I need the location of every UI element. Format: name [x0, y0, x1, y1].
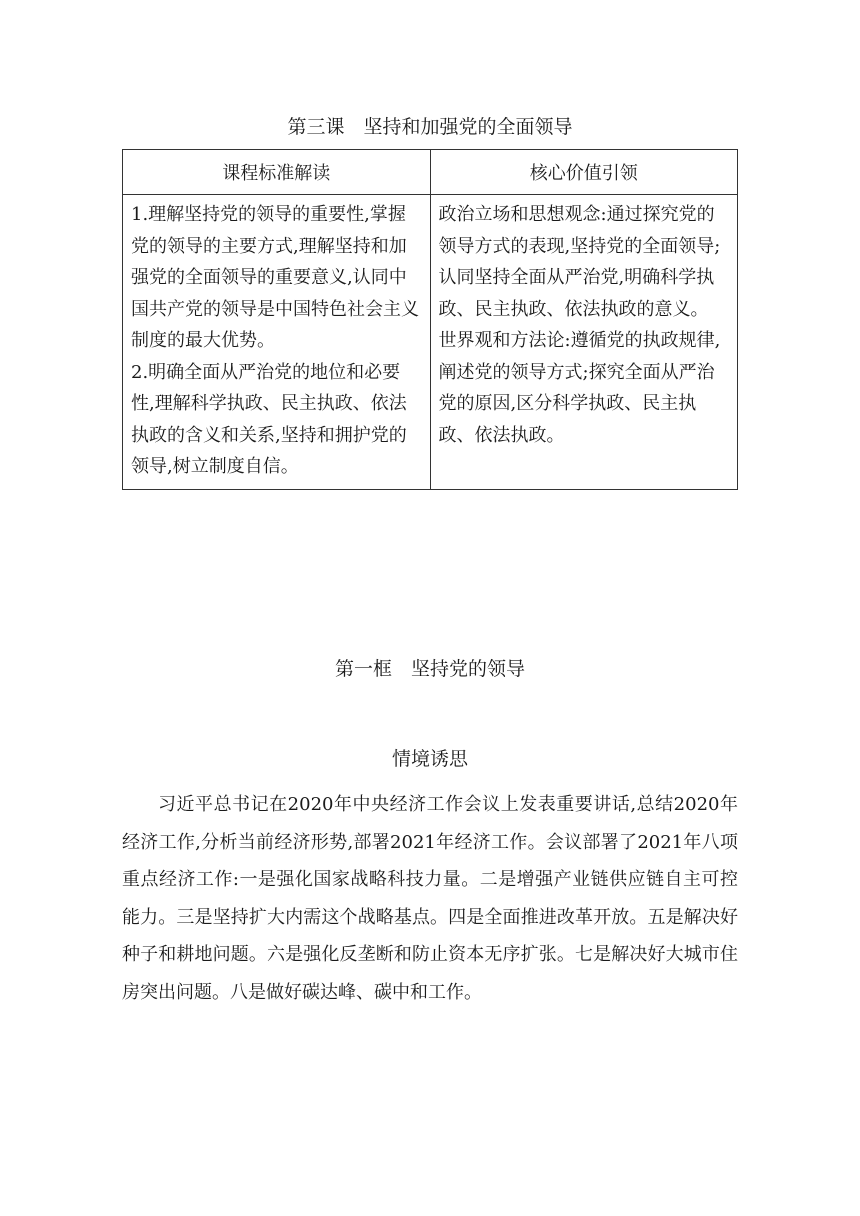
core-values-item-1: 政治立场和思想观念:通过探究党的领导方式的表现,坚持党的全面领导;认同坚持全面从严治党,明确科学执政、民主执政、依法执政的意义。	[438, 204, 721, 320]
curriculum-standards-table	[122, 149, 738, 490]
scenario-paragraph: 习近平总书记在2020年中央经济工作会议上发表重要讲话,总结2020年经济工作,分析当前经济形势,部署2021年经济工作。会议部署了2021年八项重点经济工作:一是强化国家战略科技力量。二是增强产业链供应链自主可控能力。三是坚持扩大内需这个战略基点。四是全面推进改革开放。五是解决好种子和耕地问题。六是强化反垄断和防止资本无序扩张。七是解决好大城市住房突出问题。八是做好碳达峰、碳中和工作。	[122, 794, 738, 1003]
frame-title: 第一框 坚持党的领导	[334, 658, 525, 680]
table-header-row	[123, 150, 738, 195]
header-core-values: 核心价值引领	[430, 150, 738, 195]
standards-item-1: 1.理解坚持党的领导的重要性,掌握党的领导的主要方式,理解坚持和加强党的全面领导的重要意义,认同中国共产党的领导是中国特色社会主义制度的最大优势。	[131, 204, 419, 351]
table-row	[123, 195, 738, 490]
lesson-title: 第三课 坚持和加强党的全面领导	[287, 116, 573, 138]
header-standards-interpretation: 课程标准解读	[123, 150, 431, 195]
standards-item-2: 2.明确全面从严治党的地位和必要性,理解科学执政、民主执政、依法执政的含义和关系,坚持和拥护党的领导,树立制度自信。	[131, 361, 407, 477]
core-values-cell	[430, 195, 738, 490]
core-values-item-2: 世界观和方法论:遵循党的执政规律,阐述党的领导方式;探究全面从严治党的原因,区分科学执政、民主执政、依法执政。	[438, 330, 721, 446]
standards-interpretation-cell	[123, 195, 431, 490]
section-heading: 情境诱思	[391, 748, 468, 770]
